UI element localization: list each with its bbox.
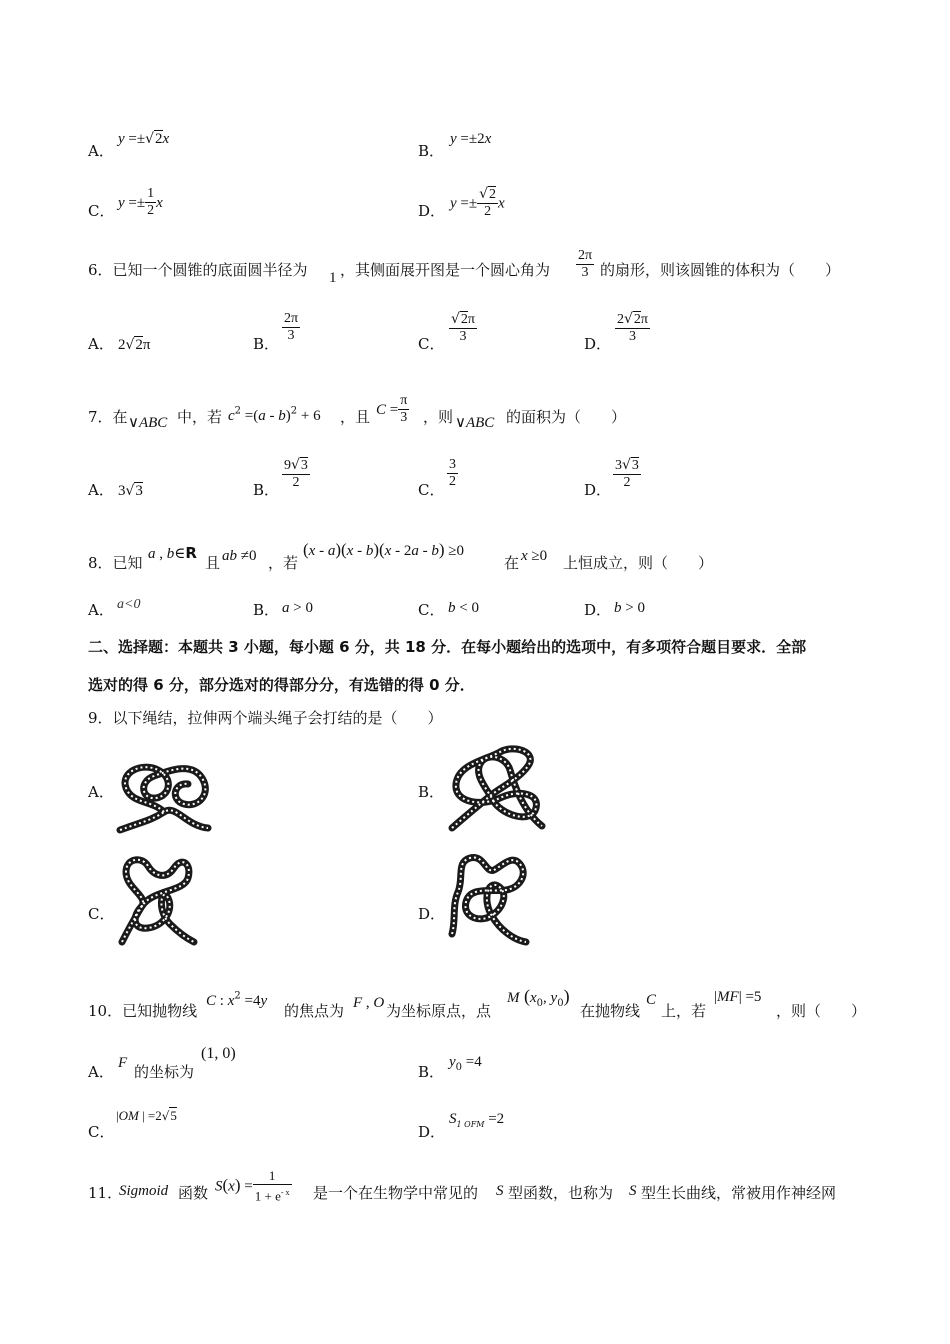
- option-label: B．: [253, 335, 280, 353]
- q7-triangle: ∨ABC: [128, 415, 168, 431]
- option-label: D．: [584, 601, 612, 619]
- q8-cond2: x ≥0: [521, 548, 548, 564]
- q8-cond1: ab ≠0: [222, 548, 257, 564]
- q11-stem-c: 是一个在生物学中常见的: [313, 1184, 479, 1202]
- option-expr: 3√3: [118, 483, 143, 499]
- option-expr: |OM | =2√5: [116, 1108, 177, 1123]
- q7-stem-d: ，则: [423, 408, 454, 426]
- q6-stem-c: 的扇形，则该圆锥的体积为（ ）: [600, 261, 841, 279]
- option-label: A．: [88, 783, 114, 801]
- option-label: C．: [88, 202, 115, 220]
- option-label: A．: [88, 601, 114, 619]
- q10-stem-a: 10．已知抛物线: [88, 1002, 198, 1020]
- option-label: A．: [88, 481, 114, 499]
- option-expr: $\frac{3}{2}$: [449, 457, 456, 489]
- option-label: C．: [418, 601, 445, 619]
- option-pre: F: [118, 1055, 128, 1071]
- option-label: A．: [88, 1063, 114, 1081]
- option-label: C．: [88, 905, 115, 923]
- option-expr: y =±√2x: [118, 131, 170, 147]
- q6-radius: 1: [329, 270, 337, 286]
- option-label: A．: [88, 335, 114, 353]
- q10-stem-d: 在抛物线: [580, 1002, 641, 1020]
- option-expr: 2√2π: [118, 337, 151, 353]
- option-expr: y =± $\frac{1}{2}$ x: [118, 186, 163, 218]
- q10-curve: C : $x^2 =4y$: [206, 990, 268, 1009]
- q8-stem-c: ，若: [268, 554, 299, 572]
- option-label: B．: [253, 481, 280, 499]
- option-expr: $\frac{9√3}{2}$: [284, 457, 308, 490]
- q10-c: C: [646, 992, 657, 1008]
- option-label: D．: [584, 481, 612, 499]
- section2-line1: 二、选择题：本题共 3 小题，每小题 6 分，共 18 分．在每小题给出的选项中，有多项符合题目要求．全部: [88, 638, 807, 656]
- q7-stem-e: 的面积为（ ）: [506, 408, 627, 426]
- q7-stem-b: 中，若: [177, 408, 223, 426]
- section2-line2: 选对的得 6 分，部分选对的得部分分，有选错的得 0 分．: [88, 676, 475, 694]
- q6-stem-b: ，其侧面展开图是一个圆心角为: [340, 261, 551, 279]
- option-expr: $S_{1 OFM} =2$: [449, 1111, 505, 1130]
- option-expr: a<0: [117, 597, 141, 612]
- q8-stem-b: 且: [205, 554, 221, 572]
- option-expr: $\frac{2\pi}{3}$: [284, 311, 299, 343]
- q7-stem-a: 7．在: [88, 408, 128, 426]
- q8-set: a , b∈R: [148, 544, 197, 562]
- q8-stem-a: 8．已知: [88, 554, 143, 572]
- option-expr: a > 0: [282, 600, 313, 616]
- q6-angle: $\frac{2\pi}{3}$: [578, 248, 593, 280]
- q7-stem-c: ，且: [340, 408, 371, 426]
- q11-stem-e: 型生长曲线，常被用作神经网: [641, 1184, 837, 1202]
- q8-stem-e: 上恒成立，则（ ）: [563, 554, 714, 572]
- knot-d-image: [442, 850, 534, 948]
- option-label: A．: [88, 142, 114, 160]
- q10-stem-b: 的焦点为: [284, 1002, 345, 1020]
- q11-stem-a: 11．: [88, 1184, 123, 1202]
- q10-stem-f: ，则（ ）: [776, 1002, 867, 1020]
- q11-function: S(x) = $\frac{1}{1 + e^{- x}}$: [215, 1168, 290, 1204]
- option-expr: $\frac{√2\pi}{3}$: [451, 311, 475, 344]
- knot-a-loop: [125, 767, 205, 812]
- option-expr: (1, 0): [201, 1045, 236, 1062]
- knot-b-image: [444, 740, 554, 836]
- q10-stem-c: 为坐标原点，点: [386, 1002, 492, 1020]
- option-label: B．: [418, 142, 445, 160]
- option-label: C．: [418, 335, 445, 353]
- q10-stem-e: 上，若: [661, 1002, 707, 1020]
- q8-stem-d: 在: [504, 554, 520, 572]
- option-expr: y =± $\frac{√2}{2}$ x: [450, 186, 505, 219]
- q7-condition: $c^2 =(a - b)^2 + 6$: [228, 405, 321, 424]
- option-expr: b > 0: [614, 600, 645, 616]
- q7-angle: C = $\frac{\pi}{3}$: [376, 393, 408, 425]
- q11-s2: S: [629, 1183, 637, 1199]
- option-label: B．: [418, 783, 445, 801]
- q10-distance: |MF| =5: [714, 989, 762, 1005]
- q11-s1: S: [496, 1183, 504, 1199]
- option-label: B．: [253, 601, 280, 619]
- q10-points: F , O: [353, 995, 385, 1011]
- q6-stem-a: 6．已知一个圆锥的底面圆半径为: [88, 261, 308, 279]
- option-expr: $\frac{3√3}{2}$: [615, 457, 639, 490]
- option-label: D．: [418, 202, 446, 220]
- option-label: D．: [418, 1123, 446, 1141]
- option-label: D．: [418, 905, 446, 923]
- option-text: 的坐标为: [134, 1063, 195, 1081]
- q9-stem: 9．以下绳结，拉伸两个端头绳子会打结的是（ ）: [88, 709, 443, 727]
- q10-point-m: M ($x_0$, $y_0$): [507, 986, 570, 1010]
- option-expr: $y_0 =4$: [449, 1054, 482, 1074]
- q11-stem-b: 函数: [178, 1184, 209, 1202]
- q8-inequality: (x - a)(x - b)(x - 2a - b) ≥0: [303, 540, 464, 559]
- q11-stem-d: 型函数，也称为: [508, 1184, 614, 1202]
- knot-a-image: [112, 752, 222, 836]
- knot-c-image: [112, 850, 202, 948]
- option-expr: b < 0: [448, 600, 479, 616]
- option-label: C．: [418, 481, 445, 499]
- option-label: B．: [418, 1063, 445, 1081]
- option-label: D．: [584, 335, 612, 353]
- q11-name: Sigmoid: [119, 1183, 169, 1199]
- option-label: C．: [88, 1123, 115, 1141]
- q7-triangle-2: ∨ABC: [455, 415, 495, 431]
- option-expr: $\frac{2√2\pi}{3}$: [617, 311, 648, 344]
- option-expr: y =±2x: [450, 131, 492, 147]
